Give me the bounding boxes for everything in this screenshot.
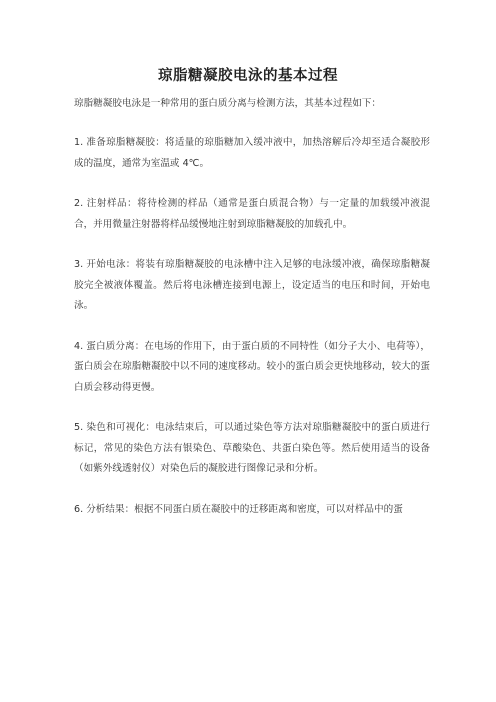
step-5-paragraph: 5. 染色和可视化：电泳结束后，可以通过染色等方法对琼脂糖凝胶中的蛋白质进行标记，常见的染色方法有银染色、草酸染色、共蛋白染色等。然后使用适当的设备（如紫外线透射仪）对染色后的凝胶进行图像记录和分析。 [74,422,430,474]
step-4-paragraph: 4. 蛋白质分离：在电场的作用下，由于蛋白质的不同特性（如分子大小、电荷等），蛋白质会在琼脂糖凝胶中以不同的速度移动。较小的蛋白质会更快地移动，较大的蛋白质会移动得更慢。 [74,340,430,393]
step-2-paragraph: 2. 注射样品：将待检测的样品（通常是蛋白质混合物）与一定量的加载缓冲液混合，并用微量注射器将样品缓慢地注射到琼脂糖凝胶的加载孔中。 [74,198,430,230]
step-1-paragraph: 1. 准备琼脂糖凝胶：将适量的琼脂糖加入缓冲液中，加热溶解后冷却至适合凝胶形成的温度，通常为室温或 4℃。 [74,137,430,169]
step-6-paragraph: 6. 分析结果：根据不同蛋白质在凝胶中的迁移距离和密度，可以对样品中的蛋 [74,503,403,515]
step-3-paragraph: 3. 开始电泳：将装有琼脂糖凝胶的电泳槽中注入足够的电泳缓冲液，确保琼脂糖凝胶完全被液体覆盖。然后将电泳槽连接到电源上，设定适当的电压和时间，开始电泳。 [74,259,430,311]
document-title: 琼脂糖凝胶电泳的基本过程 [158,68,338,84]
intro-paragraph: 琼脂糖凝胶电泳是一种常用的蛋白质分离与检测方法，其基本过程如下： [74,98,381,109]
document-body [74,95,430,540]
